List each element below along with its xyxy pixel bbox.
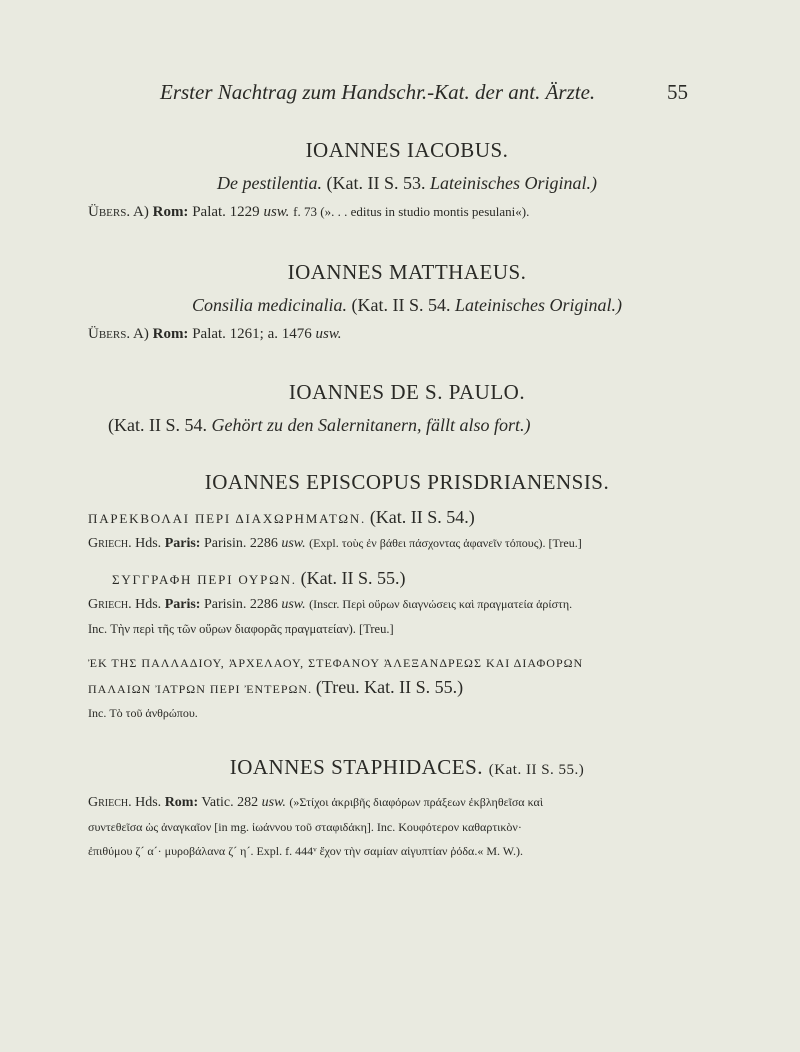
usw: usw. [281,536,306,551]
entry-subtitle [112,295,702,316]
greek-title-1 [88,505,702,531]
greek-title: ΠΑΡΕΚΒΟΛΑΙ ΠΕΡΙ ΔΙΑΧΩΡΗΜΑΤΩΝ. [88,511,367,526]
manuscript-line-1 [88,531,702,556]
entry-title [112,755,702,780]
greek-text-line-2 [88,815,702,839]
usw: usw. [261,795,286,810]
greek-text-1: (»Στίχοι ἀκριβῆς διαφόρων πράξεων ἐκβληθεῖσα καὶ [289,795,544,809]
entry-subtitle [108,415,702,436]
work-title: De pestilentia. [217,173,322,193]
folio-note: f. 73 (». . . editus in studio montis pesulani«). [293,204,530,219]
city: Rom: [152,204,189,220]
work-title: Consilia medicinalia. [192,295,347,315]
shelfmark: Palat. 1261; a. 1476 [192,326,312,342]
usw: usw. [263,204,290,220]
page-body [88,138,702,863]
translation-line [88,200,702,224]
entry-ioannes-de-s-paulo [108,380,702,436]
label-griech: Griech. [88,795,132,810]
catalog-ref: (Kat. II S. 54. [351,295,451,315]
catalog-ref: (Kat. II S. 54.) [369,507,475,527]
shelfmark: Vatic. 282 [201,795,259,810]
item-letter: A) [133,326,149,342]
entry-title: IOANNES IACOBUS. [305,138,509,162]
label-uebers: Übers. [88,204,131,220]
label-hds: Hds. [135,536,162,551]
incipit: Inc. Τὴν περὶ τῆς τῶν οὔρων διαφορᾶς πραγματείαν). [Treu.] [88,622,394,636]
incipit: Inc. Τὸ τοῦ ἀνθρώπου. [88,706,198,720]
incipit-line-3 [88,701,702,725]
city: Rom: [164,795,199,810]
explicit: (Expl. τοὺς ἐν βάθει πάσχοντας ἀφανεῖν τόπους). [Treu.] [309,536,582,550]
incipit-line-2 [88,617,702,641]
label-hds: Hds. [135,795,162,810]
entry-ioannes-episcopus [88,470,702,725]
catalog-ref: (Kat. II S. 54. [108,415,207,435]
entry-subtitle [112,173,702,194]
label-griech: Griech. [88,536,132,551]
shelfmark: Parisin. 2286 [203,597,278,612]
city: Paris: [164,536,201,551]
work-note: Lateinisches Original.) [429,173,597,193]
page-header [0,80,800,110]
greek-title-3 [88,651,702,675]
translation-line [88,322,702,346]
running-title: Erster Nachtrag zum Handschr.-Kat. der ant. Ärzte. [160,80,596,104]
item-letter: A) [133,204,149,220]
entry-ioannes-iacobus [88,138,702,224]
greek-title: ἘΚ ΤΗΣ ΠΑΛΛΑΔΙΟΥ, ἈΡΧΕΛΑΟΥ, ΣΤΕΦΑΝΟΥ ἈΛΕΞΑΝΔΡΕΩΣ ΚΑΙ ΔΙΑΦΟΡΩΝ [88,656,584,670]
greek-title-3b [88,675,702,701]
page-number: 55 [667,80,688,104]
entry-ioannes-matthaeus [88,260,702,346]
inscription: (Inscr. Περὶ οὔρων διαγνώσεις καὶ πραγματεία ἀρίστη. [309,597,573,611]
greek-title: ΠΑΛΑΙΩΝ ἸΑΤΡΩΝ ΠΕΡΙ ἘΝΤΕΡΩΝ. [88,682,313,696]
city: Rom: [152,326,189,342]
usw: usw. [315,326,342,342]
entry-ioannes-staphidaces [88,755,702,863]
work-note: Lateinisches Original.) [454,295,622,315]
manuscript-line [88,790,702,815]
greek-title-2 [112,566,702,592]
shelfmark: Palat. 1229 [192,204,260,220]
manuscript-line-2 [88,592,702,617]
label-griech: Griech. [88,597,132,612]
label-hds: Hds. [135,597,162,612]
entry-title-text: IOANNES STAPHIDACES. [229,755,484,779]
usw: usw. [281,597,306,612]
work-note: Gehört zu den Salernitanern, fällt also fort.) [211,415,531,435]
entry-title: IOANNES MATTHAEUS. [287,260,527,284]
entry-title: IOANNES DE S. PAULO. [288,380,526,404]
entry-title: IOANNES EPISCOPUS PRISDRIANENSIS. [204,470,610,494]
greek-text-3: ἐπιθύμου ζ´ α´· μυροβάλανα ζ´ η´. Expl. f. 444ᵛ ἔχον τὴν σαμίαν αἰγυπτίαν ῥόδα.« M. W.). [88,844,523,858]
shelfmark: Parisin. 2286 [203,536,278,551]
label-uebers: Übers. [88,326,131,342]
greek-title: ΣΥΓΓΡΑΦΗ ΠΕΡΙ ΟΥΡΩΝ. [112,572,297,587]
catalog-ref: (Kat. II S. 55.) [300,568,406,588]
catalog-ref: (Kat. II S. 53. [326,173,426,193]
city: Paris: [164,597,201,612]
catalog-ref: (Treu. Kat. II S. 55.) [315,677,464,697]
greek-text-2: συντεθεῖσα ὡς ἀναγκαῖον [in mg. ἰωάννου τοῦ σταφιδάκη]. Inc. Κουφότερον καθαρτικὸν· [88,820,522,834]
greek-text-line-3 [88,839,702,863]
catalog-ref: (Kat. II S. 55.) [488,762,585,778]
